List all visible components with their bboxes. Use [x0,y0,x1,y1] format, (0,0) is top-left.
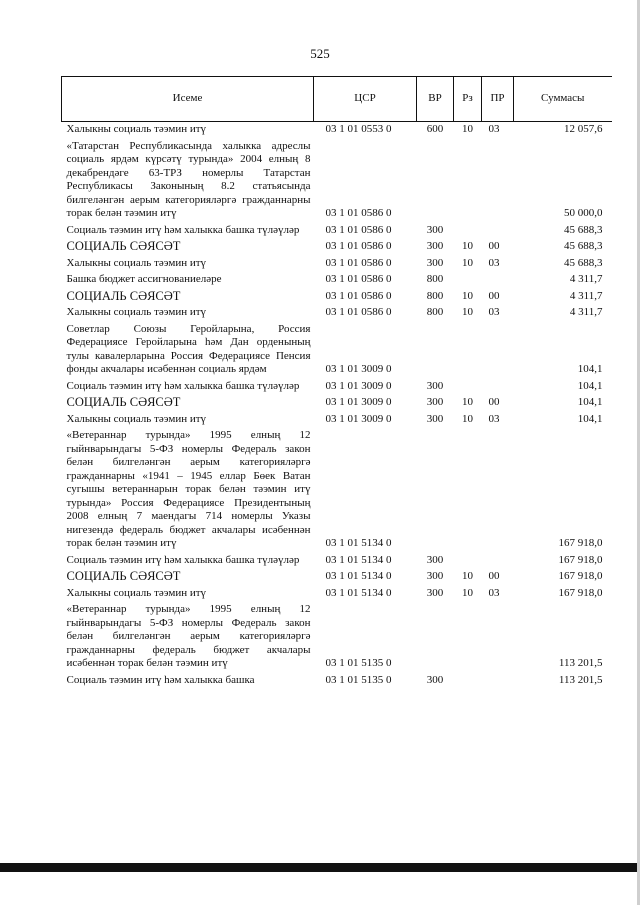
cell-csr: 03 1 01 5134 0 [325,586,392,599]
cell-vr: 800 [426,289,444,302]
cell-rz [454,139,482,223]
cell-pr: 03 [488,412,500,425]
table-row [62,673,612,690]
cell-vr [417,428,454,553]
cell-csr: 03 1 01 5135 0 [325,673,392,686]
cell-vr: 600 [426,123,444,135]
cell-csr: 03 1 01 0586 0 [325,306,392,318]
cell-vr: 300 [426,553,444,566]
cell-vr: 300 [426,240,444,252]
cell-name: «Ветераннар турында» 1995 елның 12 гыйнварындагы 5-ФЗ номерлы Федераль закон белән билгеләнгән аерым категорияләргә гражданнарны «1941 – 1945 еллар Бөек Ватан сугышы ветераннарын торак белән тәэмин итү турында» Россия Федерациясе Президентының 2008 елның 7 маендагы 714 номерлы Указы нигезендә федераль бюджет акчалары исәбеннән торак белән тәэмин итү [66,429,311,549]
cell-rz [454,322,482,379]
table-row [62,289,612,306]
cell-sum: 12 057,6 [564,123,603,135]
header-pr: ПР [482,77,514,122]
cell-rz [454,428,482,553]
header-name: Исеме [62,77,314,122]
cell-vr: 800 [426,306,444,318]
table-row [62,139,612,223]
cell-sum: 4 311,7 [569,306,603,318]
cell-name: «Татарстан Республикасында халыкка адреслы социаль ярдәм күрсәтү турында» 2004 елның 8 декабрендәге 63-ТРЗ номерлы Татарстан Республикасы Законының 8.2 статьясында билгеләнгән аерым категорияләргә гражданнарны торак белән тәэмин итү [66,139,311,219]
cell-vr [417,139,454,223]
cell-rz: 10 [462,570,473,582]
cell-name: Советлар Союзы Геройларына, Россия Федерациясе Геройларына һәм Дан орденының тулы кавалерларына Россия Федерациясе Пенсия фонды акчалары исәбеннән социаль ярдәм [66,322,311,375]
header-csr: ЦСР [314,77,417,122]
cell-sum: 167 918,0 [558,570,603,582]
header-rz: Рз [454,77,482,122]
cell-csr: 03 1 01 0586 0 [325,223,392,236]
cell-name: СОЦИАЛЬ СӘЯСӘТ [66,239,181,253]
table-header [62,77,612,122]
cell-rz: 10 [462,586,473,599]
cell-name: Социаль тәэмин итү һәм халыкка башка түләүләр [66,223,300,236]
cell-sum: 4 311,7 [569,289,603,302]
cell-csr: 03 1 01 3009 0 [325,412,392,425]
cell-pr: 00 [488,396,500,408]
table-row [62,428,612,553]
cell-pr: 03 [488,306,500,318]
cell-pr [482,673,514,690]
cell-csr: 03 1 01 0586 0 [325,207,392,219]
cell-sum: 45 688,3 [564,256,603,269]
cell-name: СОЦИАЛЬ СӘЯСӘТ [66,288,181,303]
cell-rz: 10 [462,289,473,302]
cell-pr: 03 [488,256,500,269]
table-row [62,223,612,240]
cell-pr [482,553,514,570]
cell-rz [454,602,482,673]
cell-rz [454,223,482,240]
cell-sum: 104,1 [577,412,603,425]
header-sum: Суммасы [514,77,612,122]
cell-sum: 4 311,7 [569,273,603,285]
scan-bottom-bar [0,863,640,872]
cell-vr: 300 [426,586,444,599]
cell-rz: 10 [462,306,473,318]
page-number: 525 [310,46,330,61]
cell-csr: 03 1 01 0586 0 [325,240,392,252]
cell-vr: 300 [426,570,444,582]
cell-name: СОЦИАЛЬ СӘЯСӘТ [66,569,181,583]
cell-rz [454,673,482,690]
cell-vr: 300 [426,396,444,408]
cell-csr: 03 1 01 5135 0 [325,657,392,669]
cell-rz: 10 [462,256,473,269]
cell-name: Халыкны социаль тәэмин итү [66,412,207,425]
cell-sum: 104,1 [577,379,603,392]
cell-pr: 00 [488,570,500,582]
cell-sum: 45 688,3 [564,223,603,236]
cell-name: Башка бюджет ассигнованиеләре [66,273,222,285]
cell-pr [482,602,514,673]
table-row [62,305,612,322]
cell-csr: 03 1 01 3009 0 [325,363,392,375]
table-body [62,122,612,690]
cell-vr: 300 [426,673,444,686]
table-row [62,553,612,570]
table-row [62,379,612,396]
cell-rz: 10 [462,123,473,135]
cell-csr: 03 1 01 0586 0 [325,273,392,285]
table-row [62,322,612,379]
cell-sum: 113 201,5 [558,657,603,669]
cell-name: «Ветераннар турында» 1995 елның 12 гыйнварындагы 5-ФЗ номерлы Федераль закон белән билгеләнгән аерым категорияләргә гражданнарны федераль бюджет акчалары исәбеннән торак белән тәэмин итү [66,603,311,669]
cell-sum: 167 918,0 [558,586,603,599]
cell-pr [482,223,514,240]
cell-csr: 03 1 01 5134 0 [325,570,392,582]
cell-vr [417,322,454,379]
cell-rz [454,379,482,396]
table-row [62,586,612,603]
table-row [62,239,612,256]
cell-pr: 00 [488,240,500,252]
cell-sum: 167 918,0 [558,537,603,549]
cell-sum: 167 918,0 [558,553,603,566]
table-row [62,569,612,586]
cell-csr: 03 1 01 3009 0 [325,379,392,392]
cell-name: Халыкны социаль тәэмин итү [66,306,207,318]
cell-name: Халыкны социаль тәэмин итү [66,123,207,135]
cell-pr [482,379,514,396]
budget-table [61,76,612,689]
cell-name: СОЦИАЛЬ СӘЯСӘТ [66,395,181,409]
cell-csr: 03 1 01 5134 0 [325,537,392,549]
header-row [62,77,612,122]
cell-vr: 800 [426,273,444,285]
table-row [62,272,612,289]
cell-rz: 10 [462,240,473,252]
cell-pr: 03 [488,586,500,599]
cell-rz: 10 [462,396,473,408]
header-vr: ВР [417,77,454,122]
cell-rz [454,553,482,570]
cell-pr [482,272,514,289]
cell-vr: 300 [426,412,444,425]
cell-name: Халыкны социаль тәэмин итү [66,586,207,599]
cell-csr: 03 1 01 0553 0 [325,123,392,135]
table-row [62,122,612,139]
cell-pr [482,139,514,223]
cell-vr: 300 [426,223,444,236]
cell-vr: 300 [426,379,444,392]
cell-sum: 113 201,5 [558,673,603,686]
cell-csr: 03 1 01 5134 0 [325,553,392,566]
table-row [62,602,612,673]
cell-csr: 03 1 01 3009 0 [325,396,392,408]
cell-pr: 03 [488,123,500,135]
cell-name: Социаль тәэмин итү һәм халыкка башка [66,673,255,686]
cell-sum: 50 000,0 [564,207,603,219]
cell-pr: 00 [488,289,500,302]
cell-name: Социаль тәэмин итү һәм халыкка башка түләүләр [66,379,300,392]
cell-vr [417,602,454,673]
cell-rz [454,272,482,289]
cell-csr: 03 1 01 0586 0 [325,289,392,302]
cell-pr [482,322,514,379]
cell-sum: 45 688,3 [564,240,603,252]
table-row [62,395,612,412]
cell-name: Халыкны социаль тәэмин итү [66,256,207,269]
cell-vr: 300 [426,256,444,269]
cell-pr [482,428,514,553]
cell-sum: 104,1 [577,396,603,408]
table-row [62,256,612,273]
cell-name: Социаль тәэмин итү һәм халыкка башка түләүләр [66,553,300,566]
table-row [62,412,612,429]
cell-csr: 03 1 01 0586 0 [325,256,392,269]
cell-sum: 104,1 [577,363,603,375]
cell-rz: 10 [462,412,473,425]
